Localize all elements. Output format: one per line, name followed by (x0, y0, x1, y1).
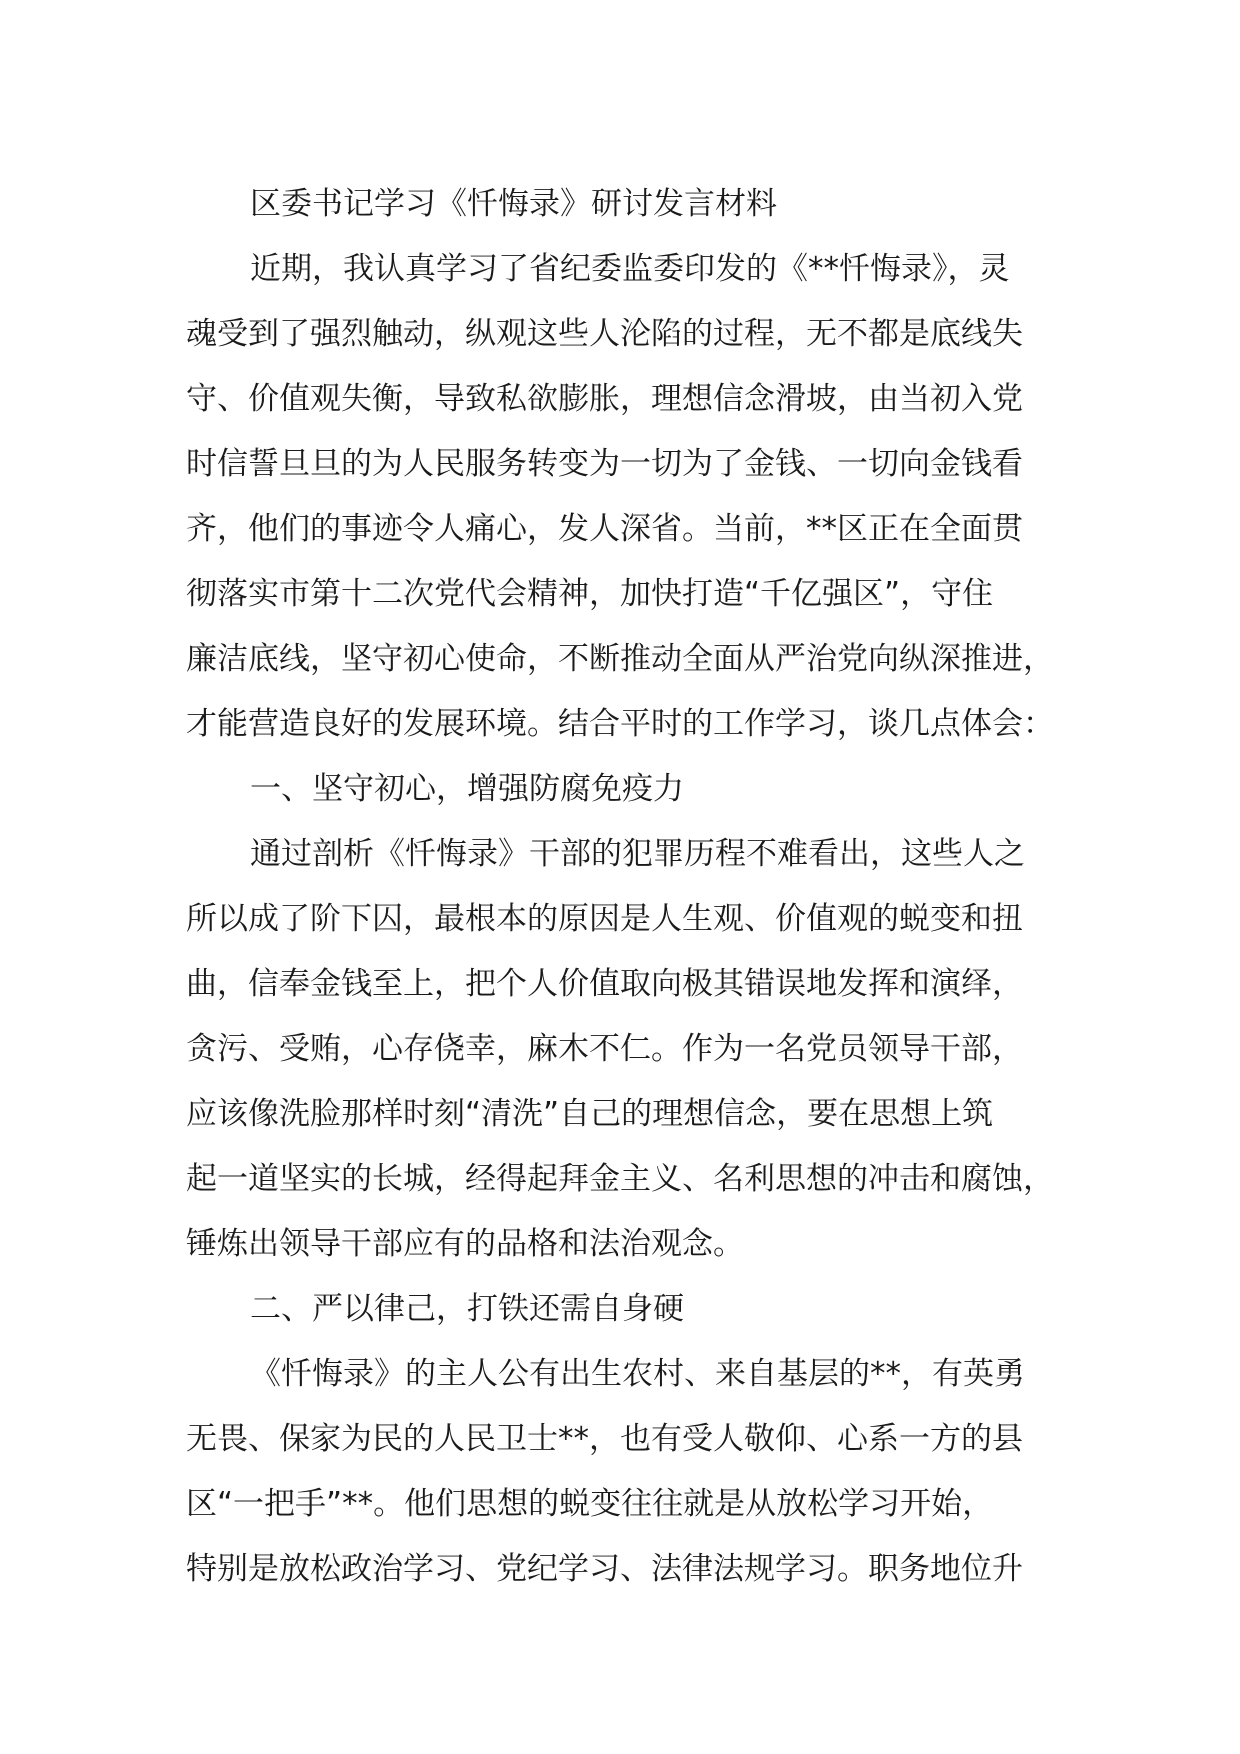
section-heading: 二、严以律己，打铁还需自身硬 (250, 1291, 684, 1327)
paragraph-line: 近期，我认真学习了省纪委监委印发的《**忏悔录》，灵 (250, 251, 1010, 287)
paragraph-line: 特别是放松政治学习、党纪学习、法律法规学习。职务地位升 (186, 1551, 1023, 1587)
paragraph-line: 彻落实市第十二次党代会精神，加快打造“千亿强区”，守住 (186, 576, 994, 612)
paragraph-line: 贪污、受贿，心存侥幸，麻木不仁。作为一名党员领导干部， (186, 1031, 1023, 1067)
paragraph-line: 通过剖析《忏悔录》干部的犯罪历程不难看出，这些人之 (250, 836, 1025, 872)
paragraph-line: 锤炼出领导干部应有的品格和法治观念。 (186, 1226, 744, 1262)
paragraph-line: 《忏悔录》的主人公有出生农村、来自基层的**，有英勇 (250, 1356, 1025, 1392)
document-title: 区委书记学习《忏悔录》研讨发言材料 (250, 186, 777, 222)
document-body (186, 172, 1086, 1602)
paragraph-line: 时信誓旦旦的为人民服务转变为一切为了金钱、一切向金钱看 (186, 446, 1023, 482)
paragraph-line: 所以成了阶下囚，最根本的原因是人生观、价值观的蜕变和扭 (186, 901, 1023, 937)
paragraph-line: 无畏、保家为民的人民卫士**，也有受人敬仰、心系一方的县 (186, 1421, 1023, 1457)
paragraph-line: 才能营造良好的发展环境。结合平时的工作学习，谈几点体会： (186, 706, 1054, 742)
paragraph-line: 齐，他们的事迹令人痛心，发人深省。当前，**区正在全面贯 (186, 511, 1023, 547)
section-heading: 一、坚守初心，增强防腐免疫力 (250, 771, 684, 807)
paragraph-line: 魂受到了强烈触动，纵观这些人沦陷的过程，无不都是底线失 (186, 316, 1023, 352)
paragraph-line: 应该像洗脸那样时刻“清洗”自己的理想信念，要在思想上筑 (186, 1096, 994, 1132)
paragraph-line: 区“一把手”**。他们思想的蜕变往往就是从放松学习开始， (186, 1486, 994, 1522)
paragraph-line: 曲，信奉金钱至上，把个人价值取向极其错误地发挥和演绎， (186, 966, 1023, 1002)
paragraph-line: 起一道坚实的长城，经得起拜金主义、名利思想的冲击和腐蚀， (186, 1161, 1054, 1197)
paragraph-line: 守、价值观失衡，导致私欲膨胀，理想信念滑坡，由当初入党 (186, 381, 1023, 417)
paragraph-line: 廉洁底线，坚守初心使命，不断推动全面从严治党向纵深推进， (186, 641, 1054, 677)
